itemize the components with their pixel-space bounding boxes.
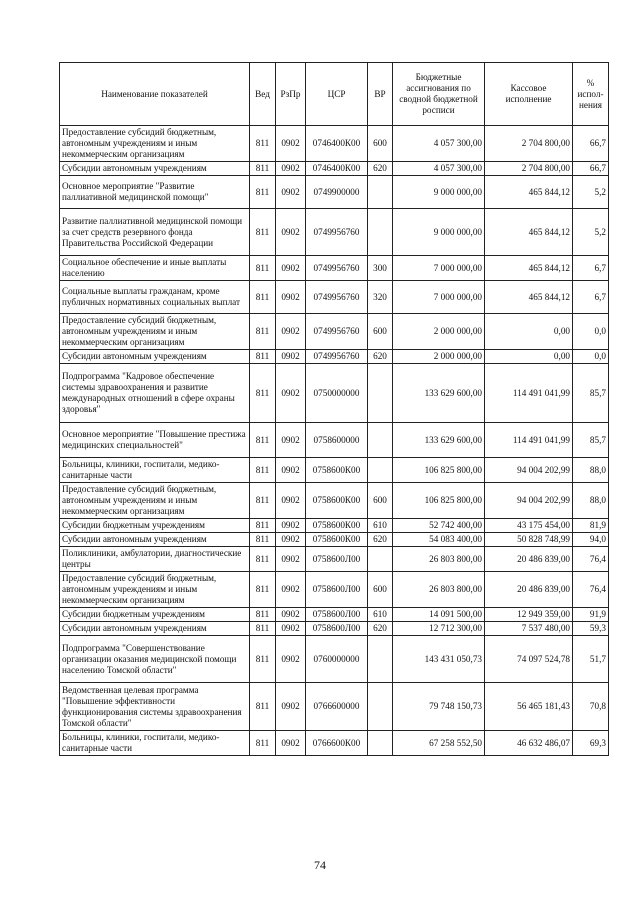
row-csr: 0746400К00 [306, 126, 368, 162]
row-ved: 811 [250, 483, 276, 519]
table-row [60, 622, 609, 636]
row-cash: 2 704 800,00 [485, 126, 573, 162]
row-csr: 0758600000 [306, 423, 368, 458]
row-csr: 0766600000 [306, 683, 368, 731]
table-row [60, 458, 609, 483]
row-rzpr: 0902 [276, 256, 306, 281]
row-ved: 811 [250, 209, 276, 256]
row-budget: 133 629 600,00 [393, 423, 485, 458]
row-name: Подпрограмма "Совершенствование организации оказания медицинской помощи населению Томской области" [60, 636, 250, 683]
row-name: Субсидии автономным учреждениям [60, 350, 250, 364]
row-rzpr: 0902 [276, 350, 306, 364]
row-rzpr: 0902 [276, 622, 306, 636]
row-csr: 0758600Л00 [306, 547, 368, 572]
row-csr: 0758600К00 [306, 519, 368, 533]
row-budget: 67 258 552,50 [393, 731, 485, 756]
row-csr: 0758600К00 [306, 458, 368, 483]
row-vr: 610 [368, 519, 393, 533]
row-percent: 76,4 [573, 547, 609, 572]
table-row [60, 281, 609, 314]
row-name: Субсидии автономным учреждениям [60, 622, 250, 636]
row-csr: 0749956760 [306, 314, 368, 350]
row-ved: 811 [250, 350, 276, 364]
row-percent: 94,0 [573, 533, 609, 547]
row-csr: 0758600К00 [306, 533, 368, 547]
row-vr: 620 [368, 622, 393, 636]
row-ved: 811 [250, 622, 276, 636]
table-body [60, 126, 609, 756]
table-row [60, 731, 609, 756]
row-vr: 600 [368, 572, 393, 608]
budget-table [59, 62, 609, 756]
row-percent: 6,7 [573, 256, 609, 281]
row-rzpr: 0902 [276, 483, 306, 519]
row-budget: 14 091 500,00 [393, 608, 485, 622]
table-row [60, 683, 609, 731]
row-vr: 620 [368, 162, 393, 176]
row-vr [368, 364, 393, 423]
row-percent: 6,7 [573, 281, 609, 314]
row-rzpr: 0902 [276, 458, 306, 483]
row-vr: 620 [368, 533, 393, 547]
table-row [60, 572, 609, 608]
row-cash: 114 491 041,99 [485, 423, 573, 458]
table-row [60, 519, 609, 533]
header-vr: ВР [368, 63, 393, 126]
row-name: Социальное обеспечение и иные выплаты населению [60, 256, 250, 281]
row-budget: 2 000 000,00 [393, 350, 485, 364]
row-vr [368, 731, 393, 756]
row-percent: 66,7 [573, 126, 609, 162]
row-percent: 70,8 [573, 683, 609, 731]
row-percent: 69,3 [573, 731, 609, 756]
row-name: Подпрограмма "Кадровое обеспечение системы здравоохранения и развитие международных отношений в сфере охраны здоровья" [60, 364, 250, 423]
row-budget: 79 748 150,73 [393, 683, 485, 731]
row-cash: 94 004 202,99 [485, 458, 573, 483]
table-row [60, 533, 609, 547]
row-percent: 0,0 [573, 350, 609, 364]
row-vr: 600 [368, 483, 393, 519]
row-cash: 7 537 480,00 [485, 622, 573, 636]
header-ved: Вед [250, 63, 276, 126]
row-cash: 50 828 748,99 [485, 533, 573, 547]
row-name: Субсидии бюджетным учреждениям [60, 608, 250, 622]
row-csr: 0758600К00 [306, 483, 368, 519]
row-ved: 811 [250, 126, 276, 162]
row-vr: 320 [368, 281, 393, 314]
row-budget: 4 057 300,00 [393, 126, 485, 162]
row-rzpr: 0902 [276, 608, 306, 622]
row-rzpr: 0902 [276, 126, 306, 162]
row-percent: 5,2 [573, 176, 609, 209]
row-cash: 2 704 800,00 [485, 162, 573, 176]
row-budget: 9 000 000,00 [393, 209, 485, 256]
row-ved: 811 [250, 162, 276, 176]
row-vr: 610 [368, 608, 393, 622]
row-budget: 9 000 000,00 [393, 176, 485, 209]
row-budget: 26 803 800,00 [393, 572, 485, 608]
row-csr: 0766600К00 [306, 731, 368, 756]
row-csr: 0749956760 [306, 256, 368, 281]
row-cash: 12 949 359,00 [485, 608, 573, 622]
row-vr [368, 636, 393, 683]
row-budget: 133 629 600,00 [393, 364, 485, 423]
row-ved: 811 [250, 636, 276, 683]
row-rzpr: 0902 [276, 209, 306, 256]
row-budget: 7 000 000,00 [393, 281, 485, 314]
row-rzpr: 0902 [276, 533, 306, 547]
table-row [60, 256, 609, 281]
row-ved: 811 [250, 314, 276, 350]
row-ved: 811 [250, 533, 276, 547]
header-cash: Кассовое исполнение [485, 63, 573, 126]
row-vr: 300 [368, 256, 393, 281]
row-percent: 51,7 [573, 636, 609, 683]
row-rzpr: 0902 [276, 572, 306, 608]
row-percent: 5,2 [573, 209, 609, 256]
row-name: Больницы, клиники, госпитали, медико-санитарные части [60, 458, 250, 483]
row-budget: 12 712 300,00 [393, 622, 485, 636]
row-vr [368, 423, 393, 458]
row-cash: 0,00 [485, 314, 573, 350]
row-budget: 7 000 000,00 [393, 256, 485, 281]
header-name: Наименование показателей [60, 63, 250, 126]
table-row [60, 126, 609, 162]
row-vr [368, 683, 393, 731]
row-cash: 94 004 202,99 [485, 483, 573, 519]
header-csr: ЦСР [306, 63, 368, 126]
row-name: Предоставление субсидий бюджетным, автономным учреждениям и иным некоммерческим организациям [60, 314, 250, 350]
header-percent: % испол-нения [573, 63, 609, 126]
row-cash: 465 844,12 [485, 256, 573, 281]
row-name: Субсидии бюджетным учреждениям [60, 519, 250, 533]
row-percent: 88,0 [573, 483, 609, 519]
row-cash: 46 632 486,07 [485, 731, 573, 756]
row-rzpr: 0902 [276, 731, 306, 756]
row-name: Субсидии автономным учреждениям [60, 533, 250, 547]
row-ved: 811 [250, 256, 276, 281]
row-csr: 0758600Л00 [306, 572, 368, 608]
row-cash: 0,00 [485, 350, 573, 364]
row-vr [368, 547, 393, 572]
row-name: Поликлиники, амбулатории, диагностические центры [60, 547, 250, 572]
row-vr: 600 [368, 314, 393, 350]
row-ved: 811 [250, 176, 276, 209]
row-csr: 0749956760 [306, 209, 368, 256]
row-ved: 811 [250, 547, 276, 572]
row-rzpr: 0902 [276, 547, 306, 572]
row-rzpr: 0902 [276, 519, 306, 533]
table-row [60, 547, 609, 572]
row-ved: 811 [250, 572, 276, 608]
table-row [60, 483, 609, 519]
row-name: Предоставление субсидий бюджетным, автономным учреждениям и иным некоммерческим организациям [60, 126, 250, 162]
row-budget: 4 057 300,00 [393, 162, 485, 176]
row-rzpr: 0902 [276, 683, 306, 731]
row-percent: 59,3 [573, 622, 609, 636]
row-budget: 52 742 400,00 [393, 519, 485, 533]
row-cash: 20 486 839,00 [485, 572, 573, 608]
row-name: Субсидии автономным учреждениям [60, 162, 250, 176]
row-percent: 81,9 [573, 519, 609, 533]
row-percent: 88,0 [573, 458, 609, 483]
table-row [60, 636, 609, 683]
row-percent: 85,7 [573, 364, 609, 423]
row-cash: 465 844,12 [485, 209, 573, 256]
page-number: 74 [314, 858, 326, 872]
row-csr: 0749956760 [306, 281, 368, 314]
row-csr: 0749900000 [306, 176, 368, 209]
row-name: Основное мероприятие "Повышение престижа медицинских специальностей" [60, 423, 250, 458]
row-rzpr: 0902 [276, 364, 306, 423]
row-budget: 2 000 000,00 [393, 314, 485, 350]
row-name: Предоставление субсидий бюджетным, автономным учреждениям и иным некоммерческим организациям [60, 483, 250, 519]
row-cash: 20 486 839,00 [485, 547, 573, 572]
row-ved: 811 [250, 731, 276, 756]
row-vr [368, 458, 393, 483]
row-ved: 811 [250, 364, 276, 423]
table-row [60, 608, 609, 622]
row-budget: 106 825 800,00 [393, 458, 485, 483]
row-budget: 143 431 050,73 [393, 636, 485, 683]
row-vr: 600 [368, 126, 393, 162]
row-percent: 66,7 [573, 162, 609, 176]
table-row [60, 350, 609, 364]
row-csr: 0749956760 [306, 350, 368, 364]
row-rzpr: 0902 [276, 636, 306, 683]
row-budget: 26 803 800,00 [393, 547, 485, 572]
row-cash: 43 175 454,00 [485, 519, 573, 533]
row-budget: 54 083 400,00 [393, 533, 485, 547]
row-percent: 91,9 [573, 608, 609, 622]
row-ved: 811 [250, 519, 276, 533]
row-percent: 0,0 [573, 314, 609, 350]
row-budget: 106 825 800,00 [393, 483, 485, 519]
table-row [60, 176, 609, 209]
row-rzpr: 0902 [276, 314, 306, 350]
row-ved: 811 [250, 683, 276, 731]
row-csr: 0760000000 [306, 636, 368, 683]
row-cash: 114 491 041,99 [485, 364, 573, 423]
row-cash: 465 844,12 [485, 281, 573, 314]
row-name: Развитие паллиативной медицинской помощи за счет средств резервного фонда Правительства Российской Федерации [60, 209, 250, 256]
row-cash: 74 097 524,78 [485, 636, 573, 683]
row-csr: 0746400К00 [306, 162, 368, 176]
row-name: Ведомственная целевая программа "Повышение эффективности функционирования системы здравоохранения Томской области" [60, 683, 250, 731]
header-row [60, 63, 609, 126]
row-csr: 0758600Л00 [306, 622, 368, 636]
table-row [60, 314, 609, 350]
header-budget: Бюджетные ассигнования по сводной бюджетной росписи [393, 63, 485, 126]
row-vr [368, 209, 393, 256]
row-ved: 811 [250, 458, 276, 483]
row-rzpr: 0902 [276, 162, 306, 176]
row-csr: 0758600Л00 [306, 608, 368, 622]
row-cash: 56 465 181,43 [485, 683, 573, 731]
row-percent: 85,7 [573, 423, 609, 458]
row-percent: 76,4 [573, 572, 609, 608]
row-rzpr: 0902 [276, 423, 306, 458]
table-row [60, 364, 609, 423]
row-name: Больницы, клиники, госпитали, медико-санитарные части [60, 731, 250, 756]
row-ved: 811 [250, 281, 276, 314]
row-name: Основное мероприятие "Развитие паллиативной медицинской помощи" [60, 176, 250, 209]
table-row [60, 162, 609, 176]
row-rzpr: 0902 [276, 281, 306, 314]
header-rzpr: РзПр [276, 63, 306, 126]
table-row [60, 423, 609, 458]
row-ved: 811 [250, 423, 276, 458]
row-vr [368, 176, 393, 209]
row-csr: 0750000000 [306, 364, 368, 423]
row-vr: 620 [368, 350, 393, 364]
row-name: Предоставление субсидий бюджетным, автономным учреждениям и иным некоммерческим организациям [60, 572, 250, 608]
row-name: Социальные выплаты гражданам, кроме публичных нормативных социальных выплат [60, 281, 250, 314]
table-row [60, 209, 609, 256]
row-rzpr: 0902 [276, 176, 306, 209]
row-ved: 811 [250, 608, 276, 622]
row-cash: 465 844,12 [485, 176, 573, 209]
